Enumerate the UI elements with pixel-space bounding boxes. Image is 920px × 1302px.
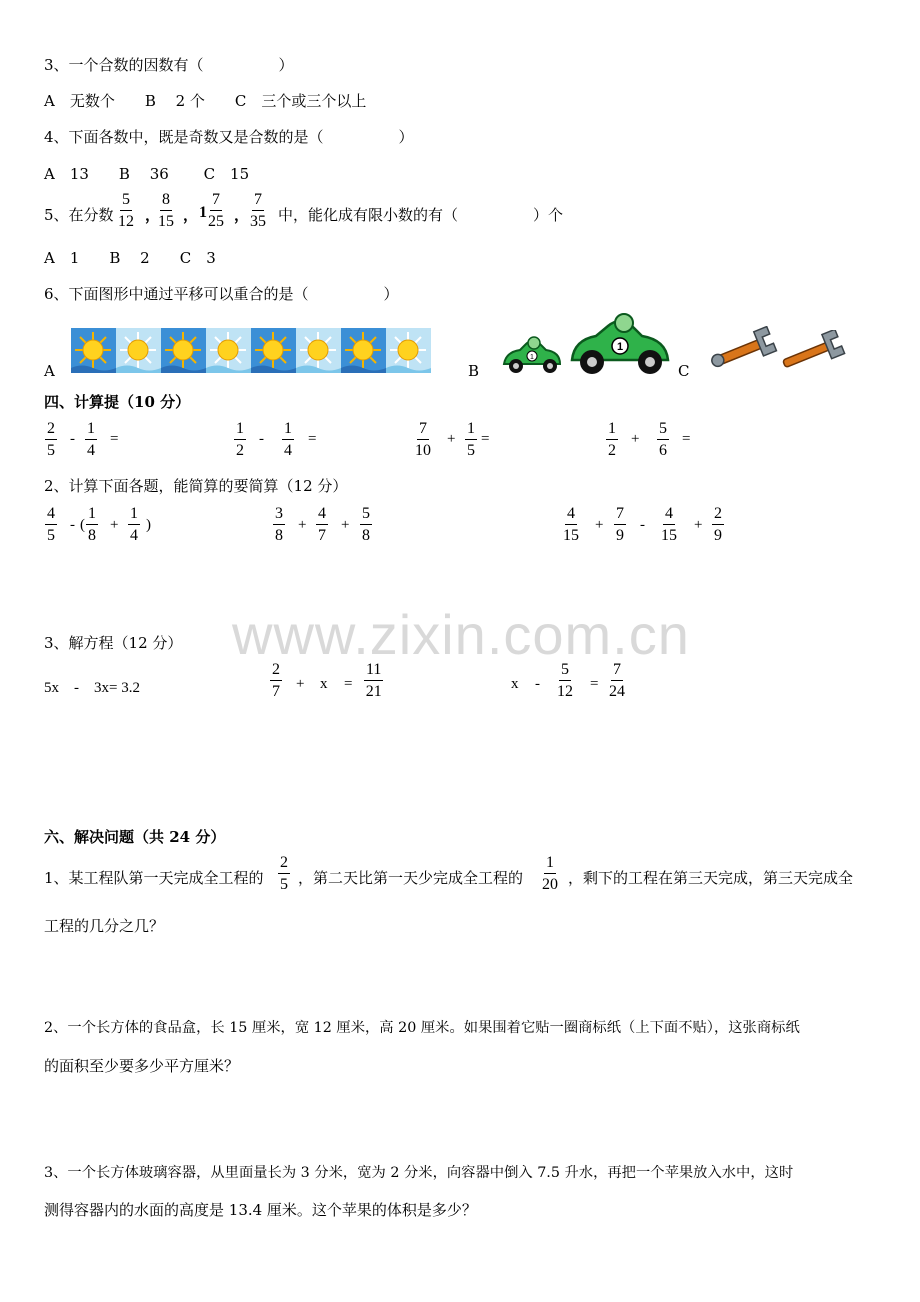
operator: - (259, 431, 264, 447)
fraction: $\frac{4}{15}$ (661, 505, 677, 544)
operator: - (535, 676, 540, 692)
fraction: $\frac{3}{8}$ (275, 505, 283, 544)
q5-options: A 1 B 2 C 3 (44, 249, 216, 267)
problem-3-line2: 测得容器内的水面的高度是 13.4 厘米。这个苹果的体积是多少？ (44, 1201, 477, 1219)
q6-label-c: C (678, 362, 690, 380)
fraction: $\frac{1}{2}$ (236, 420, 244, 459)
fraction: $\frac{7}{9}$ (616, 505, 624, 544)
fraction: $\frac{1}{4}$ (284, 420, 292, 459)
problem-1-line2: 工程的几分之几？ (44, 917, 165, 935)
q5-fraction-1: $\frac{5}{12}$ (118, 191, 134, 230)
equals-sign: = (682, 431, 691, 447)
operator: + (694, 517, 703, 533)
section-4-sub3-title: 3、解方程（12 分） (44, 634, 183, 652)
problem-3-line1: 3、一个长方体玻璃容器，从里面量长为 3 分米，宽为 2 分米，向容器中倒入 7.5 升水，再把一个苹果放入水中，这时 (44, 1165, 794, 1181)
fraction: $\frac{2}{5}$ (47, 420, 55, 459)
sun-icon (296, 328, 341, 373)
problem-1-part3: ，剩下的工程在第三天完成，第三天完成全 (568, 869, 854, 887)
svg-text:1: 1 (530, 354, 534, 361)
q5-fraction-4: $\frac{7}{35}$ (250, 191, 266, 230)
operator: - (70, 431, 75, 447)
fraction: $\frac{5}{12}$ (557, 661, 573, 700)
section-4-sub2-title: 2、计算下面各题，能简算的要简算（12 分） (44, 477, 348, 495)
equation-1: 5x - 3x= 3.2 (44, 680, 140, 696)
sun-icon (251, 328, 296, 373)
problem-1-part2: ，第二天比第一天少完成全工程的 (298, 869, 524, 887)
q3-text: 3、一个合数的因数有（ ） (44, 56, 294, 74)
sun-icon (71, 328, 116, 373)
operator: + (110, 517, 119, 533)
fraction: $\frac{1}{4}$ (130, 505, 138, 544)
operator: + (296, 676, 305, 692)
sun-icon (341, 328, 386, 373)
operator: + (447, 431, 456, 447)
fraction: $\frac{7}{10}$ (415, 420, 431, 459)
fraction: $\frac{1}{8}$ (88, 505, 96, 544)
q5-mixed-whole: 1 (199, 204, 207, 221)
watermark: www.zixin.com.cn (232, 603, 690, 666)
large-race-car-icon (568, 310, 672, 378)
paren: ) (146, 517, 151, 533)
section-4-title: 四、计算提（10 分） (44, 393, 191, 411)
fraction: $\frac{4}{15}$ (563, 505, 579, 544)
equals-sign: = (590, 676, 599, 692)
equals-sign: = (308, 431, 317, 447)
fraction: $\frac{5}{6}$ (659, 420, 667, 459)
q5-fraction-2: $\frac{8}{15}$ (158, 191, 174, 230)
wrench-icon (776, 330, 846, 376)
sun-icon (161, 328, 206, 373)
problem-2-line2: 的面积至少要多少平方厘米？ (44, 1057, 240, 1075)
small-race-car-icon (500, 334, 564, 376)
problem-2-line1: 2、一个长方体的食品盒，长 15 厘米，宽 12 厘米，高 20 厘米。如果围着它贴一圈商标纸（上下面不贴），这张商标纸 (44, 1020, 800, 1036)
sun-icon (116, 328, 161, 373)
equals-sign: = (481, 431, 490, 447)
fraction: $\frac{4}{7}$ (318, 505, 326, 544)
fraction: $\frac{1}{4}$ (87, 420, 95, 459)
fraction: $\frac{2}{9}$ (714, 505, 722, 544)
q6-label-a: A (44, 362, 55, 380)
fraction: $\frac{1}{2}$ (608, 420, 616, 459)
paren: ( (80, 517, 85, 533)
operator: + (631, 431, 640, 447)
variable-x: x (320, 676, 328, 692)
problem-1-part1: 1、某工程队第一天完成全工程的 (44, 869, 264, 887)
sun-icon (386, 328, 431, 373)
sun-icon (206, 328, 251, 373)
q5-prefix: 5、在分数 (44, 206, 114, 224)
wrench-icon (704, 326, 778, 376)
operator: - (70, 517, 75, 533)
section-6-title: 六、解决问题（共 24 分） (44, 828, 226, 846)
svg-text:1: 1 (616, 341, 624, 353)
fraction: $\frac{7}{24}$ (609, 661, 625, 700)
q4-text: 4、下面各数中，既是奇数又是合数的是（ ） (44, 128, 414, 146)
q3-options: A 无数个 B 2 个 C 三个或三个以上 (44, 92, 367, 110)
fraction: $\frac{11}{21}$ (365, 661, 382, 700)
fraction: $\frac{2}{5}$ (280, 854, 288, 893)
q5-suffix: 中，能化成有限小数的有（ ）个 (278, 206, 564, 224)
fraction: $\frac{2}{7}$ (272, 661, 280, 700)
q4-options: A 13 B 36 C 15 (44, 165, 250, 183)
operator: + (595, 517, 604, 533)
q5-fraction-3: $\frac{7}{25}$ (208, 191, 224, 230)
fraction: $\frac{1}{20}$ (542, 854, 558, 893)
fraction: $\frac{5}{8}$ (362, 505, 370, 544)
operator: + (298, 517, 307, 533)
fraction: $\frac{1}{5}$ (467, 420, 475, 459)
operator: + (341, 517, 350, 533)
operator: - (640, 517, 645, 533)
fraction: $\frac{4}{5}$ (47, 505, 55, 544)
q6-label-b: B (468, 362, 480, 380)
equals-sign: = (344, 676, 353, 692)
equals-sign: = (110, 431, 119, 447)
sun-tile-strip (71, 328, 431, 373)
q6-text: 6、下面图形中通过平移可以重合的是（ ） (44, 285, 399, 303)
variable-x: x (511, 676, 519, 692)
